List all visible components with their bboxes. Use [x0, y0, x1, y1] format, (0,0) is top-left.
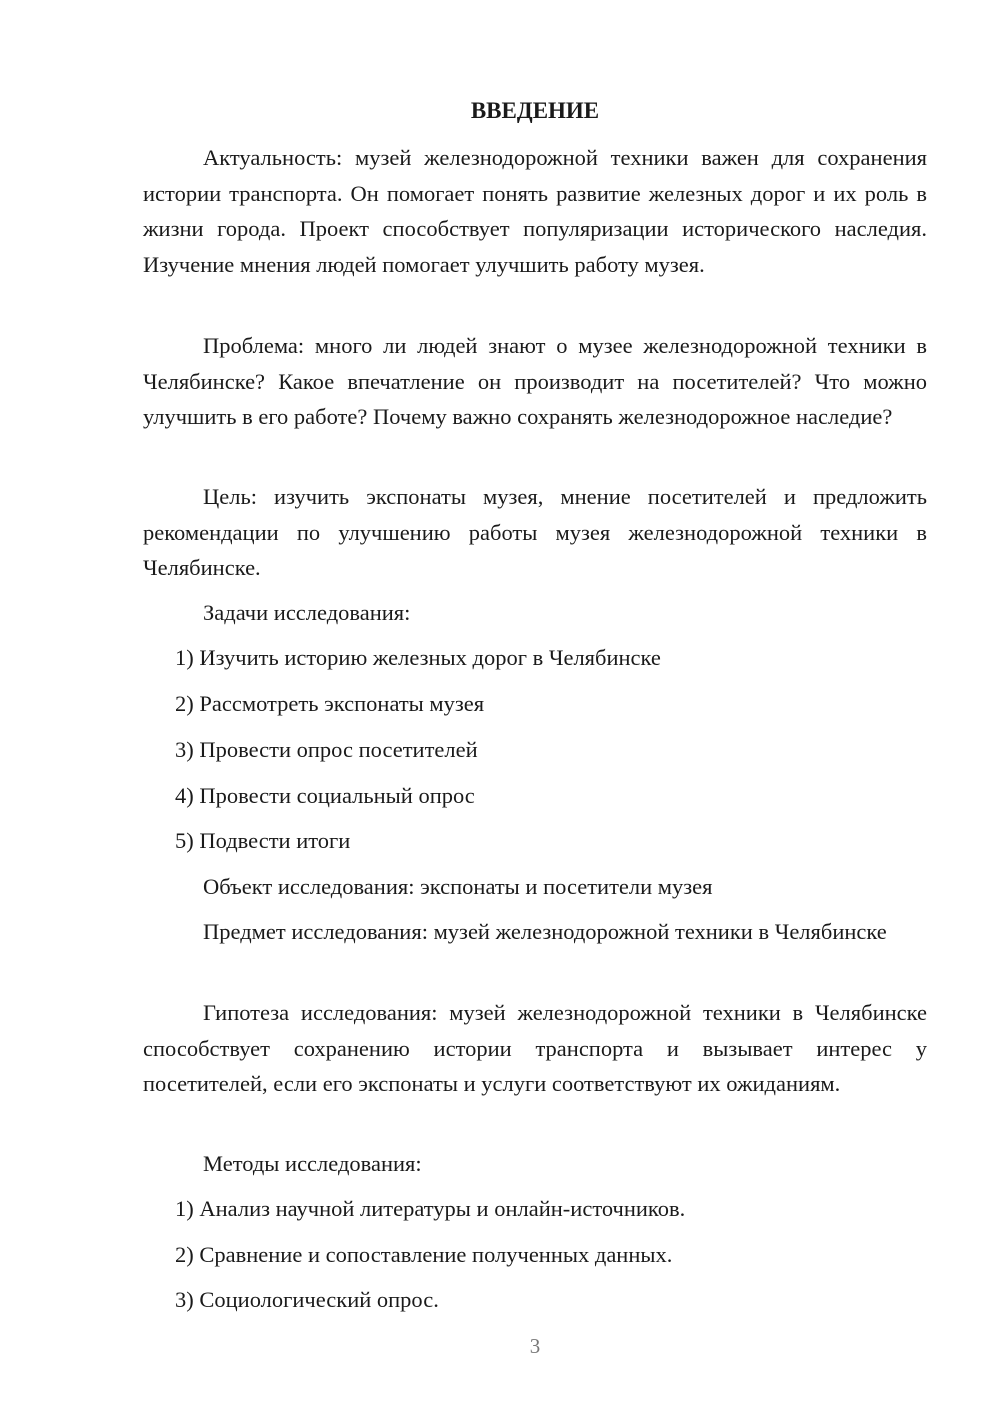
task-item: 5) Подвести итоги [175, 828, 351, 853]
task-item: 2) Рассмотреть экспонаты музея [175, 691, 485, 716]
research-object: Объект исследования: экспонаты и посетители музея [203, 874, 713, 899]
method-item: 3) Социологический опрос. [175, 1287, 439, 1312]
method-item: 2) Сравнение и сопоставление полученных данных. [175, 1242, 673, 1267]
method-item: 1) Анализ научной литературы и онлайн-источников. [175, 1196, 686, 1221]
task-item: 3) Провести опрос посетителей [175, 737, 478, 762]
relevance-paragraph: Актуальность: музей железнодорожной техники важен для сохранения истории транспорта. Он помогает понять развитие железных дорог и их роль в жизни города. Проект способствует популяризации исторического наследия. Изучение мнения людей помогает улучшить работу музея. [143, 145, 927, 277]
page-number: 3 [529, 1334, 541, 1358]
page-title: ВВЕДЕНИЕ [470, 98, 600, 123]
hypothesis-paragraph: Гипотеза исследования: музей железнодорожной техники в Челябинске способствует сохранению истории транспорта и вызывает интерес у посетителей, если его экспонаты и услуги соответствуют их ожиданиям. [143, 1000, 927, 1096]
methods-heading: Методы исследования: [203, 1151, 422, 1176]
tasks-heading: Задачи исследования: [203, 600, 411, 625]
research-subject: Предмет исследования: музей железнодорожной техники в Челябинске [203, 919, 887, 944]
problem-paragraph: Проблема: много ли людей знают о музее железнодорожной техники в Челябинске? Какое впечатление он производит на посетителей? Что можно улучшить в его работе? Почему важно сохранять железнодорожное наследие? [143, 333, 927, 429]
task-item: 1) Изучить историю железных дорог в Челябинске [175, 645, 661, 670]
goal-paragraph: Цель: изучить экспонаты музея, мнение посетителей и предложить рекомендации по улучшению работы музея железнодорожной техники в Челябинске. [143, 484, 927, 580]
task-item: 4) Провести социальный опрос [175, 783, 475, 808]
